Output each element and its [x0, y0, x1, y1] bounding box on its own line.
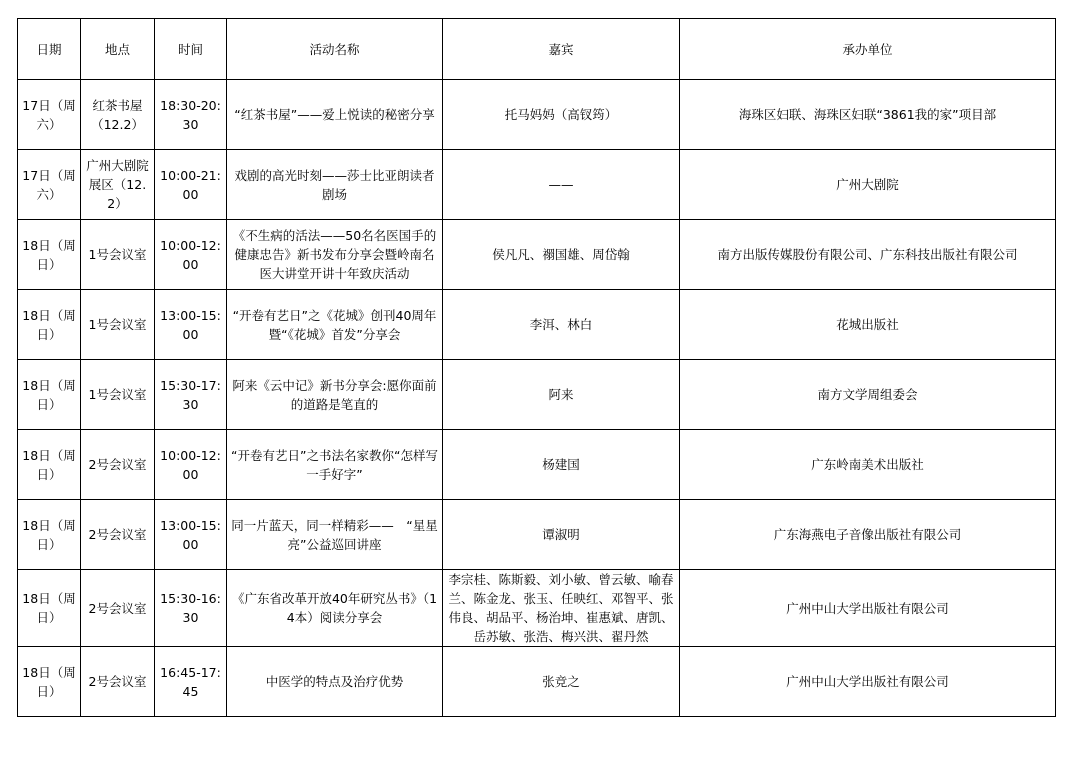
cell-organizer: 海珠区妇联、海珠区妇联“3861我的家”项目部 [680, 80, 1056, 150]
cell-guests: 李洱、林白 [443, 290, 680, 360]
cell-time: 13:00-15:00 [155, 290, 227, 360]
cell-guests: 杨建国 [443, 430, 680, 500]
cell-venue: 1号会议室 [81, 360, 155, 430]
column-header-date: 日期 [18, 19, 81, 80]
table-row [18, 220, 1056, 290]
table-header-row [18, 19, 1056, 80]
cell-venue: 2号会议室 [81, 647, 155, 717]
cell-organizer: 广州中山大学出版社有限公司 [680, 647, 1056, 717]
event-schedule-table [17, 18, 1056, 717]
column-header-time: 时间 [155, 19, 227, 80]
cell-guests: 阿来 [443, 360, 680, 430]
cell-event: 《不生病的活法——50名名医国手的健康忠告》新书发布分享会暨岭南名医大讲堂开讲十年致庆活动 [227, 220, 443, 290]
cell-venue: 红茶书屋（12.2） [81, 80, 155, 150]
cell-venue: 1号会议室 [81, 220, 155, 290]
cell-date: 18日（周日） [18, 500, 81, 570]
cell-organizer: 南方文学周组委会 [680, 360, 1056, 430]
cell-event: “开卷有艺日”之书法名家教你“怎样写一手好字” [227, 430, 443, 500]
table-row [18, 80, 1056, 150]
cell-date: 18日（周日） [18, 647, 81, 717]
cell-venue: 广州大剧院展区（12.2） [81, 150, 155, 220]
cell-organizer: 广州大剧院 [680, 150, 1056, 220]
cell-organizer: 南方出版传媒股份有限公司、广东科技出版社有限公司 [680, 220, 1056, 290]
cell-event: 《广东省改革开放40年研究丛书》（14本）阅读分享会 [227, 570, 443, 647]
cell-time: 10:00-12:00 [155, 430, 227, 500]
cell-guests: 谭淑明 [443, 500, 680, 570]
cell-event: “红茶书屋”——爱上悦读的秘密分享 [227, 80, 443, 150]
cell-date: 17日（周六） [18, 80, 81, 150]
cell-time: 16:45-17:45 [155, 647, 227, 717]
cell-event: 戏剧的高光时刻——莎士比亚朗读者剧场 [227, 150, 443, 220]
cell-event: 同一片蓝天，同一样精彩—— “星星亮”公益巡回讲座 [227, 500, 443, 570]
cell-time: 15:30-17:30 [155, 360, 227, 430]
table-row [18, 290, 1056, 360]
cell-guests: 张竞之 [443, 647, 680, 717]
cell-organizer: 花城出版社 [680, 290, 1056, 360]
cell-venue: 2号会议室 [81, 570, 155, 647]
cell-venue: 2号会议室 [81, 500, 155, 570]
cell-organizer: 广州中山大学出版社有限公司 [680, 570, 1056, 647]
column-header-venue: 地点 [81, 19, 155, 80]
table-row [18, 360, 1056, 430]
column-header-event: 活动名称 [227, 19, 443, 80]
cell-time: 15:30-16:30 [155, 570, 227, 647]
table-row [18, 570, 1056, 647]
cell-date: 18日（周日） [18, 430, 81, 500]
cell-guests: 侯凡凡、禤国雄、周岱翰 [443, 220, 680, 290]
cell-date: 18日（周日） [18, 220, 81, 290]
cell-guests: 托马妈妈（高钗筠） [443, 80, 680, 150]
table-row [18, 647, 1056, 717]
cell-time: 18:30-20:30 [155, 80, 227, 150]
cell-time: 10:00-12:00 [155, 220, 227, 290]
cell-venue: 1号会议室 [81, 290, 155, 360]
cell-organizer: 广东海燕电子音像出版社有限公司 [680, 500, 1056, 570]
cell-date: 18日（周日） [18, 290, 81, 360]
cell-event: 阿来《云中记》新书分享会:愿你面前的道路是笔直的 [227, 360, 443, 430]
cell-time: 13:00-15:00 [155, 500, 227, 570]
cell-date: 17日（周六） [18, 150, 81, 220]
cell-date: 18日（周日） [18, 570, 81, 647]
cell-event: 中医学的特点及治疗优势 [227, 647, 443, 717]
table-row [18, 430, 1056, 500]
column-header-organizer: 承办单位 [680, 19, 1056, 80]
cell-guests: —— [443, 150, 680, 220]
cell-guests: 李宗桂、陈斯毅、刘小敏、曾云敏、喻春兰、陈金龙、张玉、任映红、邓智平、张伟良、胡品平、杨治坤、崔惠斌、唐凯、岳苏敏、张浩、梅兴洪、翟丹然 [443, 570, 680, 647]
table-row [18, 500, 1056, 570]
cell-organizer: 广东岭南美术出版社 [680, 430, 1056, 500]
cell-event: “开卷有艺日”之《花城》创刊40周年暨“《花城》首发”分享会 [227, 290, 443, 360]
cell-venue: 2号会议室 [81, 430, 155, 500]
column-header-guests: 嘉宾 [443, 19, 680, 80]
cell-date: 18日（周日） [18, 360, 81, 430]
cell-time: 10:00-21:00 [155, 150, 227, 220]
table-row [18, 150, 1056, 220]
